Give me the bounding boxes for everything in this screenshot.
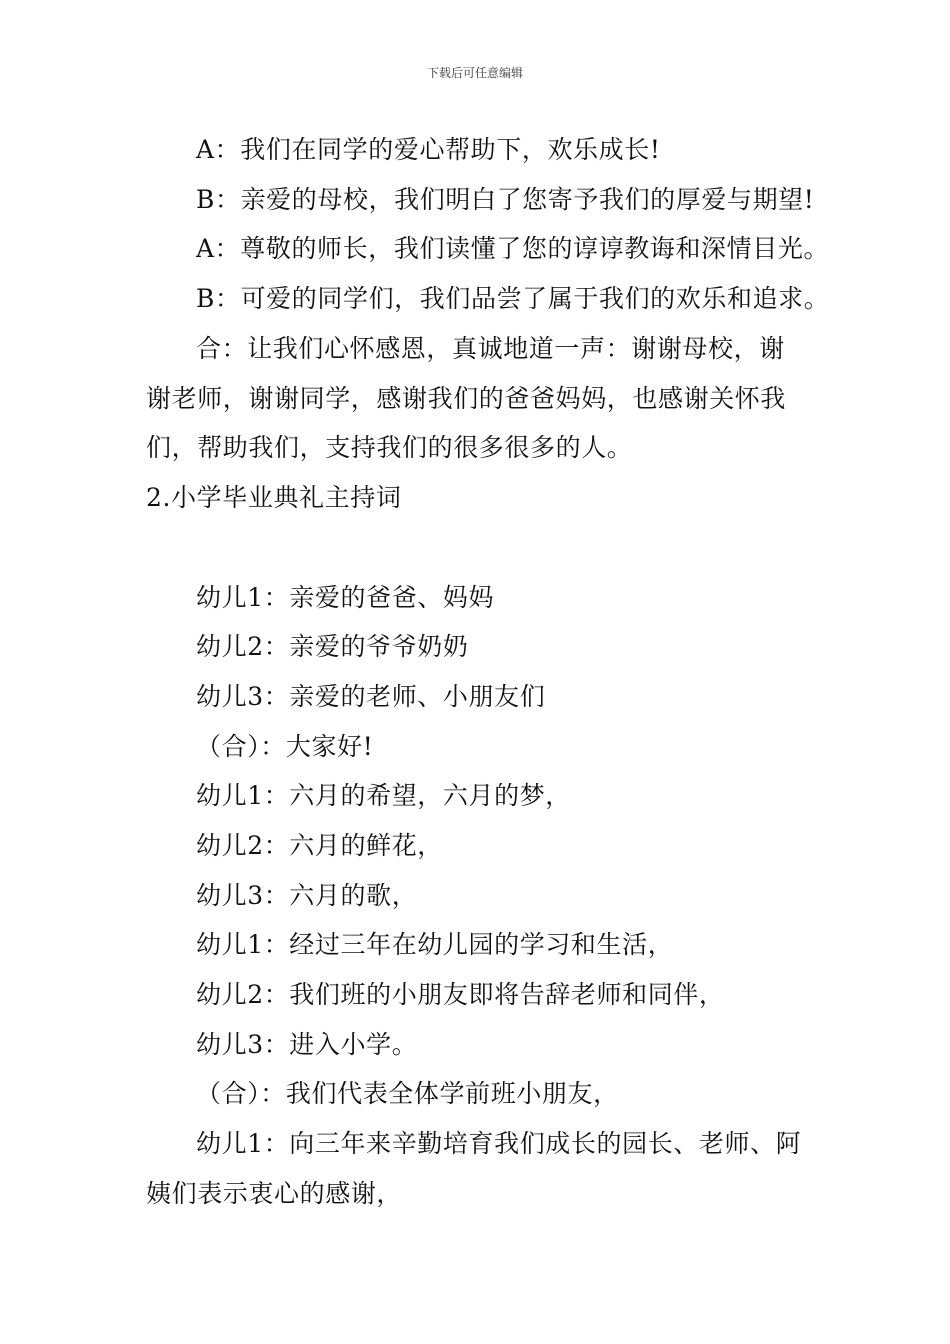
text-line: 幼儿2：亲爱的爷爷奶奶 xyxy=(196,632,469,661)
section-heading: 2.小学毕业典礼主持词 xyxy=(146,483,402,512)
text-line: B：可爱的同学们，我们品尝了属于我们的欢乐和追求。 xyxy=(196,284,830,313)
page-header-note: 下载后可任意编辑 xyxy=(426,66,523,80)
text-line: A：我们在同学的爱心帮助下，欢乐成长! xyxy=(196,135,661,164)
text-line: 合：让我们心怀感恩，真诚地道一声：谢谢母校，谢 xyxy=(196,334,785,363)
text-line: 姨们表示衷心的感谢， xyxy=(146,1179,403,1208)
text-line: 幼儿1：向三年来辛勤培育我们成长的园长、老师、阿 xyxy=(196,1129,802,1158)
text-line: A：尊敬的师长，我们读懂了您的谆谆教诲和深情目光。 xyxy=(196,234,830,263)
text-line: （合）：大家好! xyxy=(196,732,374,761)
text-line: 们，帮助我们，支持我们的很多很多的人。 xyxy=(146,433,633,462)
text-line: 幼儿3：六月的歌， xyxy=(196,881,418,910)
text-line: B：亲爱的母校，我们明白了您寄予我们的厚爱与期望! xyxy=(196,185,815,214)
text-line: 幼儿3：亲爱的老师、小朋友们 xyxy=(196,682,546,711)
text-line: 幼儿1：六月的希望，六月的梦， xyxy=(196,781,571,810)
text-line: （合）：我们代表全体学前班小朋友， xyxy=(196,1079,619,1108)
text-line: 幼儿1：经过三年在幼儿园的学习和生活， xyxy=(196,930,674,959)
text-line: 谢老师，谢谢同学，感谢我们的爸爸妈妈，也感谢关怀我 xyxy=(146,384,787,413)
text-line: 幼儿2：六月的鲜花， xyxy=(196,831,443,860)
text-line: 幼儿1：亲爱的爸爸、妈妈 xyxy=(196,583,495,612)
text-line: 幼儿2：我们班的小朋友即将告辞老师和同伴， xyxy=(196,980,725,1009)
text-line: 幼儿3：进入小学。 xyxy=(196,1030,418,1059)
